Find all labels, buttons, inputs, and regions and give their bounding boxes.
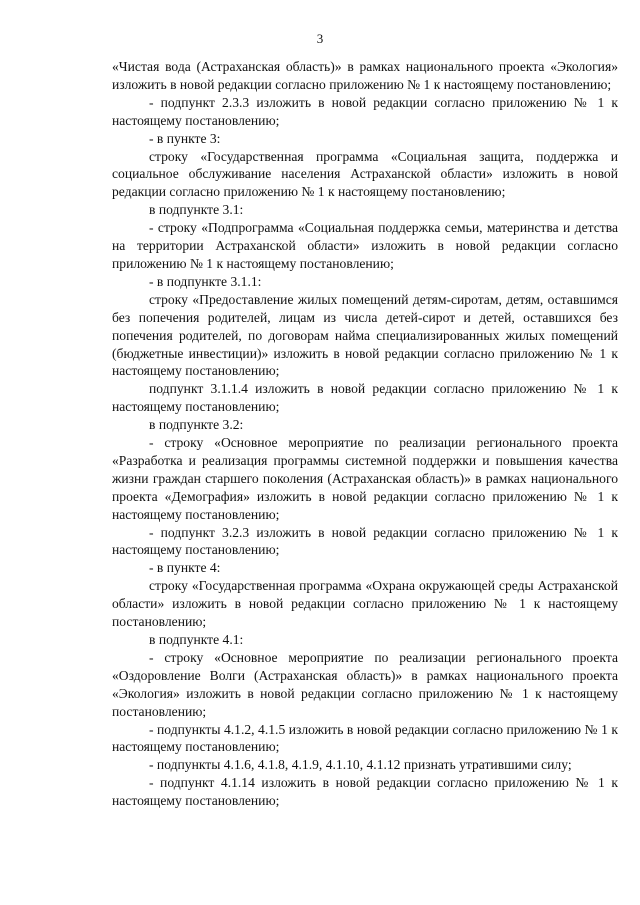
paragraph: в подпункте 4.1: <box>149 632 244 647</box>
paragraph: в подпункте 3.1: <box>149 202 244 218</box>
paragraph: строку «Предоставление жилых помещений детям-сиротам, детям, оставшимся без попечения родителей, лицам из числа детей-сирот и детей, оставшихся без попечения родителей, по договорам найма специализированных жилых помещений (бюджетные инвестиции)» изложить в новой редакции согласно приложению № 1 к настоящему постановлению; <box>112 291 618 379</box>
paragraph: - в пункте 4: <box>149 560 221 576</box>
paragraph: - подпункты 4.1.6, 4.1.8, 4.1.9, 4.1.10, 4.1.12 признать утратившими силу; <box>149 757 572 773</box>
paragraph: - в пункте 3: <box>149 130 221 146</box>
paragraph: - в подпункте 3.1.1: <box>149 273 262 289</box>
paragraph: в подпункте 3.2: <box>149 417 244 433</box>
paragraph: - подпункты 4.1.2, 4.1.5 изложить в новой редакции согласно приложению № 1 к настоящему постановлению; <box>112 721 618 755</box>
paragraph: - подпункт 4.1.14 изложить в новой редакции согласно приложению № 1 к настоящему постановлению; <box>112 775 618 809</box>
document-body <box>112 58 618 810</box>
paragraph: подпункт 3.1.1.4 изложить в новой редакции согласно приложению № 1 к настоящему постановлению; <box>112 381 618 415</box>
paragraph: строку «Государственная программа «Социальная защита, поддержка и социальное обслуживание населения Астраханской области» изложить в новой редакции согласно приложению № 1 к настоящему постановлению; <box>112 148 618 200</box>
paragraph: - подпункт 3.2.3 изложить в новой редакции согласно приложению № 1 к настоящему постановлению; <box>112 524 618 558</box>
paragraph: «Чистая вода (Астраханская область)» в рамках национального проекта «Экология» изложить в новой редакции согласно приложению № 1 к настоящему постановлению; <box>112 59 618 92</box>
paragraph: строку «Государственная программа «Охрана окружающей среды Астраханской области» изложить в новой редакции согласно приложению № 1 к настоящему постановлению; <box>112 578 618 630</box>
paragraph: - подпункт 2.3.3 изложить в новой редакции согласно приложению № 1 к настоящему постановлению; <box>112 94 618 128</box>
page-number: 3 <box>316 31 324 46</box>
paragraph: - строку «Основное мероприятие по реализации регионального проекта «Оздоровление Волги (Астраханская область)» в рамках национального проекта «Экология» изложить в новой редакции согласно приложению № 1 к настоящему постановлению; <box>112 649 618 719</box>
paragraph: - строку «Основное мероприятие по реализации регионального проекта «Разработка и реализация программы системной поддержки и повышения качества жизни граждан старшего поколения (Астраханская область)» в рамках национального проекта «Демография» изложить в новой редакции согласно приложению № 1 к настоящему постановлению; <box>112 435 618 522</box>
paragraph: - строку «Подпрограмма «Социальная поддержка семьи, материнства и детства на территории Астраханской области» изложить в новой редакции согласно приложению № 1 к настоящему постановлению; <box>112 220 618 271</box>
